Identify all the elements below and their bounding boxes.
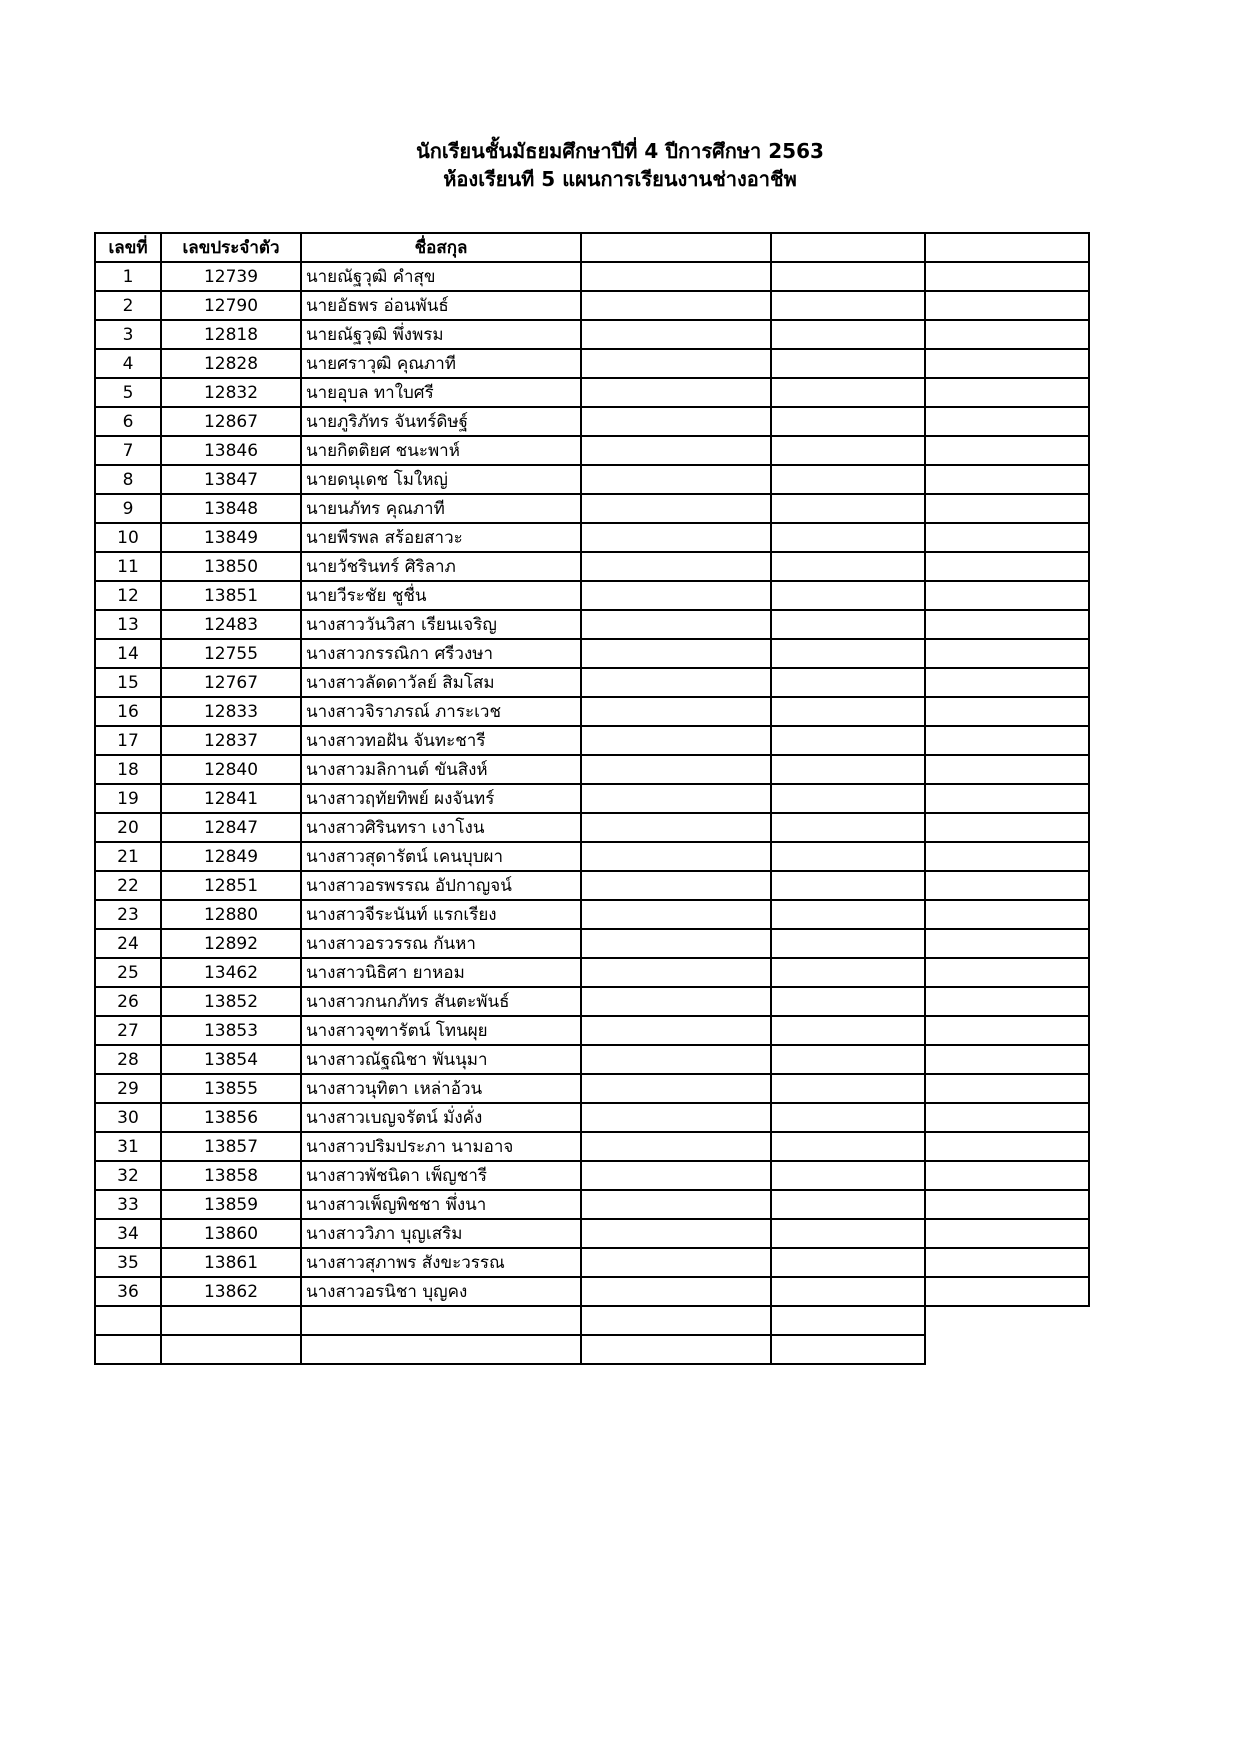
blank-cell-3: [925, 1074, 1089, 1103]
blank-cell-1: [581, 1248, 771, 1277]
table-row: [95, 523, 1089, 552]
table-row: [95, 1074, 1089, 1103]
student-id-cell: 13846: [161, 436, 301, 465]
student-name-cell: นางสาวมลิกานต์ ขันสิงห์: [301, 755, 581, 784]
row-number-cell: 5: [95, 378, 161, 407]
blank-cell-2: [771, 900, 925, 929]
student-name-cell: นางสาวจีระนันท์ แรกเรียง: [301, 900, 581, 929]
student-id-cell: 12867: [161, 407, 301, 436]
blank-cell-2: [771, 1190, 925, 1219]
blank-cell-1: [581, 697, 771, 726]
blank-cell-1: [581, 378, 771, 407]
table-row: [95, 291, 1089, 320]
blank-cell-2: [771, 1161, 925, 1190]
table-header-row: [95, 233, 1089, 262]
blank-cell-2: [771, 842, 925, 871]
blank-cell-1: [581, 755, 771, 784]
blank-cell-3: [925, 407, 1089, 436]
student-name-cell: นางสาวจิราภรณ์ ภาระเวช: [301, 697, 581, 726]
student-name-cell: นางสาววันวิสา เรียนเจริญ: [301, 610, 581, 639]
row-number-cell: 19: [95, 784, 161, 813]
blank-cell-3: [925, 378, 1089, 407]
student-id-cell: 13850: [161, 552, 301, 581]
table-row: [95, 1190, 1089, 1219]
row-number-cell: 15: [95, 668, 161, 697]
student-name-cell: นางสาวพัชนิดา เพ็ญชารี: [301, 1161, 581, 1190]
blank-cell-3: [925, 697, 1089, 726]
blank-cell-3: [925, 784, 1089, 813]
student-id-cell: 13854: [161, 1045, 301, 1074]
blank-cell-2: [771, 1045, 925, 1074]
row-number-cell: 24: [95, 929, 161, 958]
student-name-cell: นางสาวศิรินทรา เงาโงน: [301, 813, 581, 842]
row-number-cell: 35: [95, 1248, 161, 1277]
student-name-cell: นางสาวลัดดาวัลย์ สิมโสม: [301, 668, 581, 697]
blank-cell-1: [581, 1103, 771, 1132]
blank-cell-3: [925, 552, 1089, 581]
blank-cell-3: [925, 1161, 1089, 1190]
blank-cell-1: [581, 1219, 771, 1248]
blank-cell-1: [581, 407, 771, 436]
table-row: [95, 465, 1089, 494]
table-row: [95, 900, 1089, 929]
blank-cell: [581, 1335, 771, 1364]
row-number-cell: 8: [95, 465, 161, 494]
blank-cell: [161, 1335, 301, 1364]
blank-cell: [301, 1306, 581, 1335]
blank-cell-2: [771, 1074, 925, 1103]
student-id-cell: 13848: [161, 494, 301, 523]
blank-cell-2: [771, 1132, 925, 1161]
blank-cell: [161, 1306, 301, 1335]
table-body: [95, 262, 1089, 1364]
blank-cell-3: [925, 1045, 1089, 1074]
student-id-cell: 13860: [161, 1219, 301, 1248]
table-row: [95, 958, 1089, 987]
blank-cell-1: [581, 1277, 771, 1306]
row-number-cell: 20: [95, 813, 161, 842]
table-row: [95, 726, 1089, 755]
student-name-cell: นางสาวฤทัยทิพย์ ผงจันทร์: [301, 784, 581, 813]
blank-cell-2: [771, 958, 925, 987]
student-name-cell: นางสาวนิธิศา ยาหอม: [301, 958, 581, 987]
row-number-cell: 14: [95, 639, 161, 668]
blank-cell-3: [925, 610, 1089, 639]
blank-cell-2: [771, 668, 925, 697]
blank-cell-1: [581, 291, 771, 320]
column-header-name: ชื่อสกุล: [301, 233, 581, 262]
blank-cell-2: [771, 581, 925, 610]
table-row: [95, 1103, 1089, 1132]
table-row: [95, 1248, 1089, 1277]
student-id-cell: 12837: [161, 726, 301, 755]
row-number-cell: 33: [95, 1190, 161, 1219]
blank-cell-3: [925, 465, 1089, 494]
blank-cell-1: [581, 1161, 771, 1190]
row-number-cell: 22: [95, 871, 161, 900]
blank-cell-3: [925, 494, 1089, 523]
student-id-cell: 13857: [161, 1132, 301, 1161]
student-name-cell: นางสาวอรวรรณ กันหา: [301, 929, 581, 958]
blank-cell-1: [581, 900, 771, 929]
table-row: [95, 610, 1089, 639]
column-header-student-id: เลขประจำตัว: [161, 233, 301, 262]
blank-cell-1: [581, 871, 771, 900]
table-row: [95, 987, 1089, 1016]
student-name-cell: นายดนุเดช โมใหญ่: [301, 465, 581, 494]
blank-cell-2: [771, 639, 925, 668]
table-row: [95, 552, 1089, 581]
blank-cell: [581, 1306, 771, 1335]
blank-cell-3: [925, 523, 1089, 552]
table-row: [95, 349, 1089, 378]
blank-cell-2: [771, 552, 925, 581]
student-id-cell: 12841: [161, 784, 301, 813]
student-id-cell: 12790: [161, 291, 301, 320]
student-name-cell: นายภูริภัทร จันทร์ดิษฐ์: [301, 407, 581, 436]
table-row: [95, 1045, 1089, 1074]
blank-cell-1: [581, 349, 771, 378]
student-id-cell: 12847: [161, 813, 301, 842]
blank-cell-3: [925, 436, 1089, 465]
row-number-cell: 1: [95, 262, 161, 291]
student-name-cell: นางสาวเพ็ญพิชชา พึ่งนา: [301, 1190, 581, 1219]
blank-cell-2: [771, 784, 925, 813]
blank-cell-2: [771, 436, 925, 465]
table-row: [95, 755, 1089, 784]
blank-cell-2: [771, 726, 925, 755]
blank-cell-2: [771, 262, 925, 291]
table-row: [95, 929, 1089, 958]
student-id-cell: 13855: [161, 1074, 301, 1103]
student-id-cell: 12833: [161, 697, 301, 726]
blank-cell-3: [925, 929, 1089, 958]
row-number-cell: 12: [95, 581, 161, 610]
blank-cell-1: [581, 581, 771, 610]
table-row: [95, 494, 1089, 523]
row-number-cell: 10: [95, 523, 161, 552]
student-name-cell: นายวัชรินทร์ ศิริลาภ: [301, 552, 581, 581]
blank-cell-3: [925, 900, 1089, 929]
student-name-cell: นางสาวนุทิตา เหล่าอ้วน: [301, 1074, 581, 1103]
table-row: [95, 320, 1089, 349]
row-number-cell: 36: [95, 1277, 161, 1306]
blank-cell-3: [925, 639, 1089, 668]
student-id-cell: 12851: [161, 871, 301, 900]
row-number-cell: 27: [95, 1016, 161, 1045]
blank-cell-3: [925, 842, 1089, 871]
student-id-cell: 13858: [161, 1161, 301, 1190]
blank-cell-1: [581, 958, 771, 987]
student-name-cell: นายกิตติยศ ชนะพาห์: [301, 436, 581, 465]
row-number-cell: 32: [95, 1161, 161, 1190]
blank-cell-1: [581, 726, 771, 755]
student-name-cell: นางสาวทอฝัน จันทะชารี: [301, 726, 581, 755]
row-number-cell: 18: [95, 755, 161, 784]
blank-cell-2: [771, 349, 925, 378]
table-row: [95, 784, 1089, 813]
table-row: [95, 842, 1089, 871]
student-name-cell: นายณัฐวุฒิ คำสุข: [301, 262, 581, 291]
table-row: [95, 639, 1089, 668]
student-id-cell: 12739: [161, 262, 301, 291]
row-number-cell: 7: [95, 436, 161, 465]
row-number-cell: 34: [95, 1219, 161, 1248]
student-name-cell: นางสาววิภา บุญเสริม: [301, 1219, 581, 1248]
student-name-cell: นางสาวสุภาพร สังขะวรรณ: [301, 1248, 581, 1277]
blank-cell-1: [581, 639, 771, 668]
table-row: [95, 1161, 1089, 1190]
blank-cell: [301, 1335, 581, 1364]
column-header-blank-3: [925, 233, 1089, 262]
blank-cell-2: [771, 494, 925, 523]
student-id-cell: 13853: [161, 1016, 301, 1045]
blank-cell-2: [771, 755, 925, 784]
blank-cell-2: [771, 929, 925, 958]
student-id-cell: 13847: [161, 465, 301, 494]
blank-table-row: [95, 1335, 1089, 1364]
blank-cell-2: [771, 871, 925, 900]
student-name-cell: นายณัฐวุฒิ พึ่งพรม: [301, 320, 581, 349]
blank-cell-3: [925, 320, 1089, 349]
student-id-cell: 12828: [161, 349, 301, 378]
row-number-cell: 17: [95, 726, 161, 755]
table-row: [95, 436, 1089, 465]
blank-cell-2: [771, 610, 925, 639]
blank-cell-2: [771, 1219, 925, 1248]
blank-cell-1: [581, 813, 771, 842]
blank-cell-3: [925, 726, 1089, 755]
row-number-cell: 26: [95, 987, 161, 1016]
row-number-cell: 11: [95, 552, 161, 581]
row-number-cell: 21: [95, 842, 161, 871]
blank-cell: [95, 1335, 161, 1364]
blank-cell-3: [925, 1132, 1089, 1161]
student-name-cell: นางสาวกรรณิกา ศรีวงษา: [301, 639, 581, 668]
document-subtitle: ห้องเรียนที 5 แผนการเรียนงานช่างอาชีพ: [443, 167, 797, 191]
student-id-cell: 13862: [161, 1277, 301, 1306]
blank-table-row: [95, 1306, 1089, 1335]
student-name-cell: นางสาวเบญจรัตน์ มั่งคั่ง: [301, 1103, 581, 1132]
column-header-number: เลขที่: [95, 233, 161, 262]
blank-cell-1: [581, 552, 771, 581]
blank-cell-3: [925, 755, 1089, 784]
row-number-cell: 28: [95, 1045, 161, 1074]
student-name-cell: นายพีรพล สร้อยสาวะ: [301, 523, 581, 552]
blank-cell-1: [581, 610, 771, 639]
blank-cell-2: [771, 465, 925, 494]
blank-cell-2: [771, 987, 925, 1016]
row-number-cell: 25: [95, 958, 161, 987]
blank-cell-3: [925, 958, 1089, 987]
blank-cell-3: [925, 262, 1089, 291]
student-id-cell: 12832: [161, 378, 301, 407]
blank-cell-1: [581, 1132, 771, 1161]
blank-cell-3: [925, 291, 1089, 320]
blank-cell-3: [925, 987, 1089, 1016]
row-number-cell: 31: [95, 1132, 161, 1161]
blank-cell-2: [771, 1016, 925, 1045]
blank-cell-3: [925, 1248, 1089, 1277]
student-id-cell: 13849: [161, 523, 301, 552]
student-name-cell: นายนภัทร คุณภาที: [301, 494, 581, 523]
blank-cell: [925, 1335, 1089, 1364]
student-id-cell: 12755: [161, 639, 301, 668]
row-number-cell: 30: [95, 1103, 161, 1132]
blank-cell-1: [581, 320, 771, 349]
blank-cell-3: [925, 349, 1089, 378]
student-name-cell: นายอุบล ทาใบศรี: [301, 378, 581, 407]
student-name-cell: นางสาวปริมประภา นามอาจ: [301, 1132, 581, 1161]
row-number-cell: 13: [95, 610, 161, 639]
student-id-cell: 13856: [161, 1103, 301, 1132]
student-id-cell: 12849: [161, 842, 301, 871]
table-row: [95, 407, 1089, 436]
blank-cell-1: [581, 262, 771, 291]
blank-cell-1: [581, 465, 771, 494]
blank-cell-1: [581, 1045, 771, 1074]
student-roster-table: [94, 232, 1090, 1365]
student-id-cell: 13851: [161, 581, 301, 610]
blank-cell-1: [581, 1016, 771, 1045]
student-name-cell: นายอัธพร อ่อนพันธ์: [301, 291, 581, 320]
blank-cell-2: [771, 407, 925, 436]
student-name-cell: นางสาวกนกภัทร สันตะพันธ์: [301, 987, 581, 1016]
blank-cell-2: [771, 697, 925, 726]
blank-cell-3: [925, 1190, 1089, 1219]
student-id-cell: 13859: [161, 1190, 301, 1219]
table-row: [95, 697, 1089, 726]
blank-cell-3: [925, 1016, 1089, 1045]
blank-cell-1: [581, 494, 771, 523]
table-row: [95, 378, 1089, 407]
blank-cell-2: [771, 523, 925, 552]
blank-cell-1: [581, 436, 771, 465]
table-row: [95, 1132, 1089, 1161]
student-name-cell: นางสาวอรนิชา บุญคง: [301, 1277, 581, 1306]
table-row: [95, 581, 1089, 610]
student-id-cell: 12483: [161, 610, 301, 639]
blank-cell-3: [925, 1277, 1089, 1306]
blank-cell-1: [581, 1074, 771, 1103]
table-row: [95, 668, 1089, 697]
student-id-cell: 13462: [161, 958, 301, 987]
student-id-cell: 12767: [161, 668, 301, 697]
blank-cell-3: [925, 581, 1089, 610]
column-header-blank-1: [581, 233, 771, 262]
blank-cell-3: [925, 871, 1089, 900]
blank-cell-3: [925, 668, 1089, 697]
student-name-cell: นางสาวณัฐณิชา พันนุมา: [301, 1045, 581, 1074]
blank-cell-2: [771, 291, 925, 320]
blank-cell-1: [581, 842, 771, 871]
student-id-cell: 12880: [161, 900, 301, 929]
row-number-cell: 23: [95, 900, 161, 929]
document-title: นักเรียนชั้นมัธยมศึกษาปีที่ 4 ปีการศึกษา 2563: [416, 139, 824, 163]
row-number-cell: 29: [95, 1074, 161, 1103]
blank-cell-1: [581, 987, 771, 1016]
student-id-cell: 13861: [161, 1248, 301, 1277]
student-name-cell: นายวีระชัย ชูชื่น: [301, 581, 581, 610]
table-row: [95, 1016, 1089, 1045]
row-number-cell: 16: [95, 697, 161, 726]
blank-cell: [925, 1306, 1089, 1335]
blank-cell-1: [581, 523, 771, 552]
student-id-cell: 13852: [161, 987, 301, 1016]
table-row: [95, 1277, 1089, 1306]
blank-cell: [771, 1335, 925, 1364]
blank-cell-2: [771, 1248, 925, 1277]
blank-cell-1: [581, 1190, 771, 1219]
table-row: [95, 1219, 1089, 1248]
row-number-cell: 9: [95, 494, 161, 523]
blank-cell-2: [771, 1277, 925, 1306]
blank-cell-2: [771, 320, 925, 349]
student-name-cell: นางสาวอรพรรณ อัปกาญจน์: [301, 871, 581, 900]
student-name-cell: นางสาวสุดารัตน์ เคนบุบผา: [301, 842, 581, 871]
student-id-cell: 12818: [161, 320, 301, 349]
blank-cell-3: [925, 1219, 1089, 1248]
blank-cell-1: [581, 929, 771, 958]
table-row: [95, 262, 1089, 291]
student-name-cell: นางสาวจุฑารัตน์ โทนผุย: [301, 1016, 581, 1045]
table-row: [95, 871, 1089, 900]
blank-cell-2: [771, 1103, 925, 1132]
blank-cell-2: [771, 813, 925, 842]
blank-cell-2: [771, 378, 925, 407]
row-number-cell: 3: [95, 320, 161, 349]
blank-cell: [771, 1306, 925, 1335]
table-row: [95, 813, 1089, 842]
student-id-cell: 12892: [161, 929, 301, 958]
blank-cell-3: [925, 813, 1089, 842]
blank-cell-1: [581, 784, 771, 813]
row-number-cell: 6: [95, 407, 161, 436]
blank-cell-1: [581, 668, 771, 697]
blank-cell: [95, 1306, 161, 1335]
row-number-cell: 4: [95, 349, 161, 378]
student-name-cell: นายศราวุฒิ คุณภาที: [301, 349, 581, 378]
student-id-cell: 12840: [161, 755, 301, 784]
column-header-blank-2: [771, 233, 925, 262]
blank-cell-3: [925, 1103, 1089, 1132]
row-number-cell: 2: [95, 291, 161, 320]
